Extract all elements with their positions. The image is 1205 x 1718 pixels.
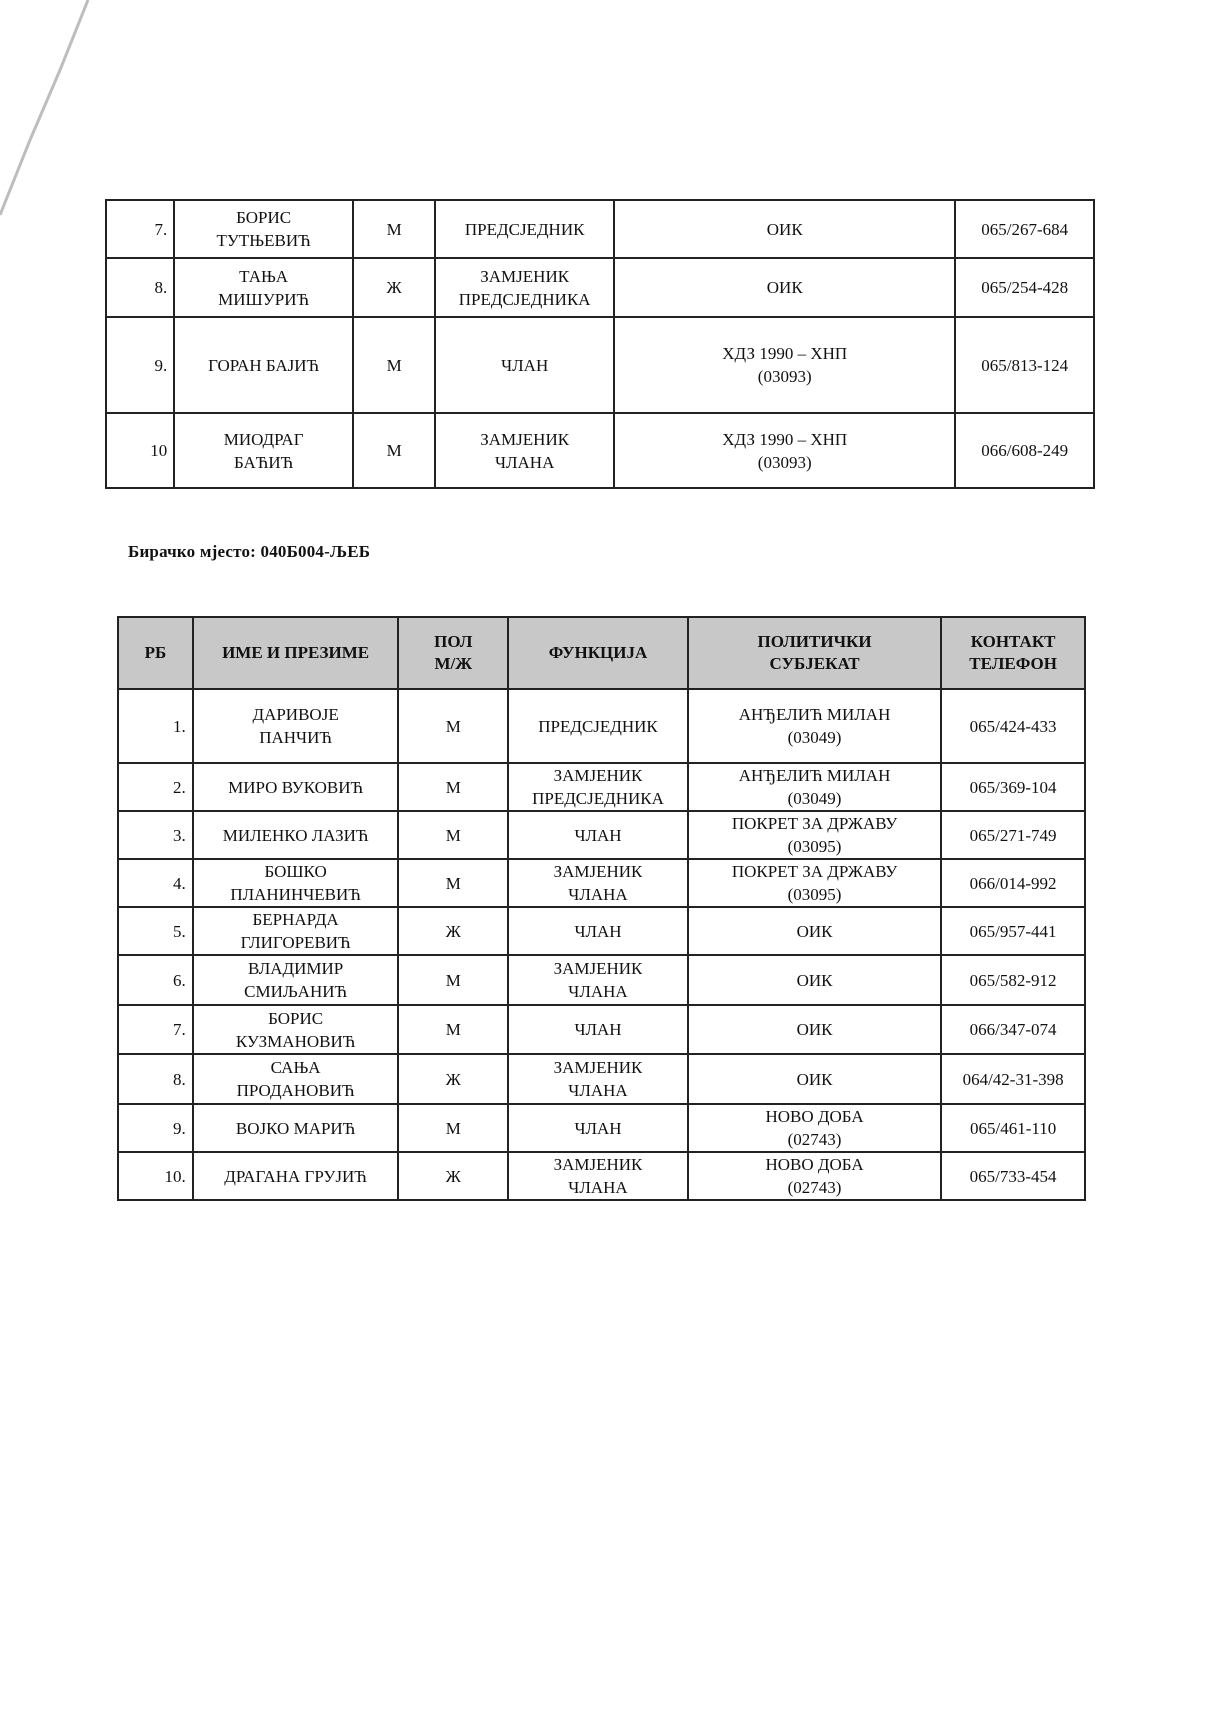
political-subject: ХДЗ 1990 – ХНП (03093) — [614, 317, 955, 413]
member-function: ПРЕДСЈЕДНИК — [508, 689, 688, 763]
member-sex: М — [398, 1104, 508, 1152]
row-number: 9. — [106, 317, 174, 413]
contact-phone: 065/254-428 — [955, 258, 1094, 317]
member-sex: М — [353, 413, 435, 488]
header-function: ФУНКЦИЈА — [508, 617, 688, 689]
member-name: ДРАГАНА ГРУЈИЋ — [193, 1152, 399, 1200]
member-sex: М — [398, 1005, 508, 1054]
member-function: ПРЕДСЈЕДНИК — [435, 200, 614, 258]
contact-phone: 065/461-110 — [941, 1104, 1085, 1152]
member-sex: Ж — [398, 907, 508, 955]
header-rb: РБ — [118, 617, 193, 689]
member-function: ЧЛАН — [508, 1104, 688, 1152]
table-header-row — [118, 617, 1085, 689]
row-number: 1. — [118, 689, 193, 763]
contact-phone: 065/369-104 — [941, 763, 1085, 811]
row-number: 2. — [118, 763, 193, 811]
row-number: 4. — [118, 859, 193, 907]
member-function: ЗАМЈЕНИК ЧЛАНА — [508, 955, 688, 1005]
contact-phone: 066/347-074 — [941, 1005, 1085, 1054]
table-row — [118, 689, 1085, 763]
table-row — [106, 413, 1094, 488]
political-subject: НОВО ДОБА (02743) — [688, 1104, 941, 1152]
member-function: ЧЛАН — [508, 907, 688, 955]
row-number: 10. — [118, 1152, 193, 1200]
table-row — [118, 1104, 1085, 1152]
contact-phone: 065/267-684 — [955, 200, 1094, 258]
member-sex: М — [353, 317, 435, 413]
member-sex: Ж — [353, 258, 435, 317]
polling-committee-table — [117, 616, 1086, 1201]
political-subject: ОИК — [688, 955, 941, 1005]
row-number: 7. — [118, 1005, 193, 1054]
political-subject: ОИК — [688, 1005, 941, 1054]
header-political-subject: ПОЛИТИЧКИ СУБЈЕКАТ — [688, 617, 941, 689]
contact-phone: 065/582-912 — [941, 955, 1085, 1005]
member-function: ЗАМЈЕНИК ЧЛАНА — [508, 1054, 688, 1104]
table-row — [118, 1152, 1085, 1200]
contact-phone: 065/813-124 — [955, 317, 1094, 413]
member-sex: М — [398, 689, 508, 763]
contact-phone: 066/014-992 — [941, 859, 1085, 907]
member-sex: М — [398, 955, 508, 1005]
member-function: ЧЛАН — [508, 1005, 688, 1054]
member-name: ВЛАДИМИР СМИЉАНИЋ — [193, 955, 399, 1005]
member-name: ТАЊА МИШУРИЋ — [174, 258, 353, 317]
contact-phone: 064/42-31-398 — [941, 1054, 1085, 1104]
row-number: 5. — [118, 907, 193, 955]
member-function: ЗАМЈЕНИК ПРЕДСЈЕДНИКА — [508, 763, 688, 811]
row-number: 10 — [106, 413, 174, 488]
row-number: 6. — [118, 955, 193, 1005]
member-name: ГОРАН БАЈИЋ — [174, 317, 353, 413]
row-number: 8. — [106, 258, 174, 317]
contact-phone: 065/424-433 — [941, 689, 1085, 763]
table-row — [118, 811, 1085, 859]
member-sex: Ж — [398, 1054, 508, 1104]
member-sex: М — [398, 763, 508, 811]
polling-station-title: Бирачко мјесто: 040Б004-ЉЕБ — [128, 542, 371, 561]
table-row — [118, 907, 1085, 955]
contact-phone: 065/733-454 — [941, 1152, 1085, 1200]
member-function: ЧЛАН — [508, 811, 688, 859]
row-number: 3. — [118, 811, 193, 859]
member-function: ЗАМЈЕНИК ПРЕДСЈЕДНИКА — [435, 258, 614, 317]
political-subject: НОВО ДОБА (02743) — [688, 1152, 941, 1200]
contact-phone: 065/271-749 — [941, 811, 1085, 859]
member-function: ЗАМЈЕНИК ЧЛАНА — [508, 1152, 688, 1200]
row-number: 8. — [118, 1054, 193, 1104]
political-subject: ОИК — [688, 1054, 941, 1104]
row-number: 9. — [118, 1104, 193, 1152]
table-row — [106, 317, 1094, 413]
member-sex: М — [398, 811, 508, 859]
member-name: САЊА ПРОДАНОВИЋ — [193, 1054, 399, 1104]
political-subject: ОИК — [688, 907, 941, 955]
contact-phone: 066/608-249 — [955, 413, 1094, 488]
table-row — [118, 1054, 1085, 1104]
member-name: МИРО ВУКОВИЋ — [193, 763, 399, 811]
header-name: ИМЕ И ПРЕЗИМЕ — [193, 617, 399, 689]
member-name: ВОЈКО МАРИЋ — [193, 1104, 399, 1152]
member-sex: М — [353, 200, 435, 258]
member-sex: Ж — [398, 1152, 508, 1200]
top-members-table — [105, 199, 1095, 489]
member-name: ДАРИВОЈЕ ПАНЧИЋ — [193, 689, 399, 763]
political-subject: ОИК — [614, 258, 955, 317]
political-subject: ПОКРЕТ ЗА ДРЖАВУ (03095) — [688, 811, 941, 859]
member-name: МИОДРАГ БАЋИЋ — [174, 413, 353, 488]
contact-phone: 065/957-441 — [941, 907, 1085, 955]
member-function: ЗАМЈЕНИК ЧЛАНА — [508, 859, 688, 907]
table-row — [118, 1005, 1085, 1054]
table-row — [118, 763, 1085, 811]
table-row — [118, 955, 1085, 1005]
table-row — [106, 200, 1094, 258]
table-row — [118, 859, 1085, 907]
header-sex: ПОЛ М/Ж — [398, 617, 508, 689]
member-name: БОРИС КУЗМАНОВИЋ — [193, 1005, 399, 1054]
member-function: ЧЛАН — [435, 317, 614, 413]
row-number: 7. — [106, 200, 174, 258]
member-name: БОРИС ТУТЊЕВИЋ — [174, 200, 353, 258]
member-sex: М — [398, 859, 508, 907]
political-subject: ОИК — [614, 200, 955, 258]
member-name: МИЛЕНКО ЛАЗИЋ — [193, 811, 399, 859]
scan-edge-mark — [0, 0, 110, 230]
member-function: ЗАМЈЕНИК ЧЛАНА — [435, 413, 614, 488]
member-name: БЕРНАРДА ГЛИГОРЕВИЋ — [193, 907, 399, 955]
header-contact-phone: КОНТАКТ ТЕЛЕФОН — [941, 617, 1085, 689]
member-name: БОШКО ПЛАНИНЧЕВИЋ — [193, 859, 399, 907]
political-subject: ПОКРЕТ ЗА ДРЖАВУ (03095) — [688, 859, 941, 907]
political-subject: ХДЗ 1990 – ХНП (03093) — [614, 413, 955, 488]
political-subject: АНЂЕЛИЋ МИЛАН (03049) — [688, 763, 941, 811]
political-subject: АНЂЕЛИЋ МИЛАН (03049) — [688, 689, 941, 763]
table-row — [106, 258, 1094, 317]
